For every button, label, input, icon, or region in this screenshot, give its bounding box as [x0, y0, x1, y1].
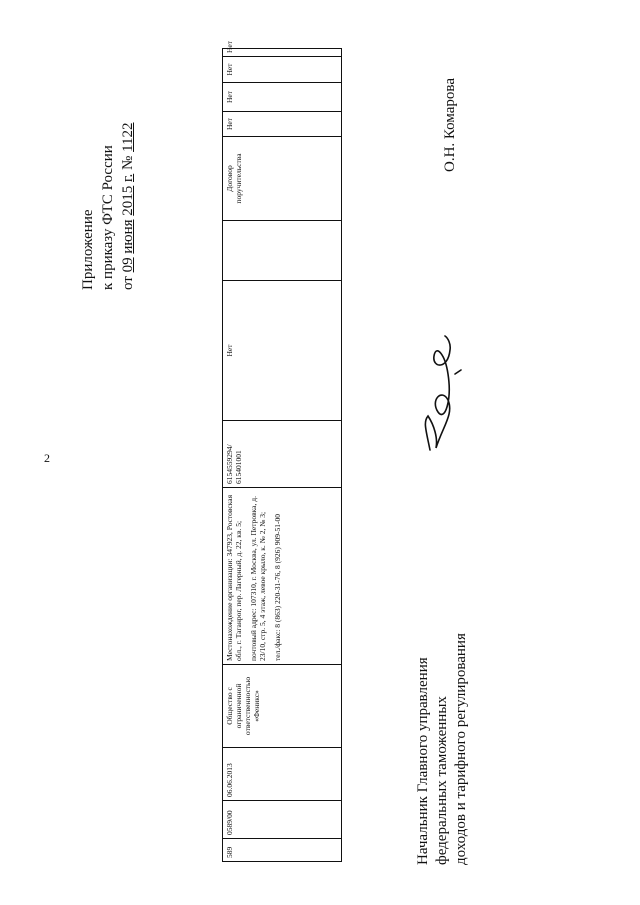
appendix-header: [78, 60, 138, 290]
cell-registration-number: 0589/00: [223, 801, 342, 839]
registry-table: [222, 40, 342, 862]
address-phone: тел./факс: 8 (863) 220-31-76, 8 (926) 909-51-00: [273, 514, 282, 661]
signer-title-line1: Начальник Главного управления: [415, 657, 431, 865]
cell-date: 06.06.2013: [223, 748, 342, 801]
order-day: 09: [120, 257, 136, 273]
signer-title: [414, 605, 471, 865]
from-label: от: [120, 276, 136, 290]
cell-col13: Нет: [223, 49, 342, 57]
order-month: июня: [120, 219, 136, 254]
cell-col11: Нет: [223, 83, 342, 112]
cell-organization-name: Общество с ограниченной ответственностью «Феникс»: [223, 665, 342, 748]
signer-title-line2: федеральных таможенных: [434, 696, 450, 865]
cell-number: 589: [223, 839, 342, 862]
address-postal: почтовый адрес: 107310, г. Москва, ул. Петровка, д. 23/10, стр. 5, 4 этаж, левое крыло, к. № 2, № 3;: [249, 496, 267, 661]
appendix-title: Приложение: [80, 209, 96, 290]
order-reference: к приказу ФТС России: [100, 145, 116, 290]
signer-title-line3: доходов и тарифного регулирования: [453, 633, 469, 865]
number-label: №: [120, 155, 136, 170]
registry-table-wrap: [222, 40, 342, 862]
order-year: 2015: [120, 185, 136, 216]
cell-col7: Нет: [223, 281, 342, 421]
address-location: Местонахождение организации: 347923, Ростовская обл., г. Таганрог, пер. Лагерный, д. 22, кв. 5;: [225, 494, 243, 661]
table-row: [223, 49, 342, 862]
cell-col12: Нет: [223, 57, 342, 83]
cell-inn-kpp: 6154559294/ 615401001: [223, 421, 342, 488]
cell-address: [223, 488, 342, 665]
signature-image: [408, 330, 468, 465]
cell-col10: Нет: [223, 112, 342, 137]
year-suffix: г.: [120, 173, 136, 182]
page-number: 2: [44, 451, 50, 465]
signer-name: О.Н. Комарова: [442, 78, 458, 172]
cell-guarantee-type: Договор поручительства: [223, 137, 342, 221]
order-date-line: [118, 60, 138, 290]
cell-col8: [223, 221, 342, 281]
order-number: 1122: [120, 122, 136, 152]
